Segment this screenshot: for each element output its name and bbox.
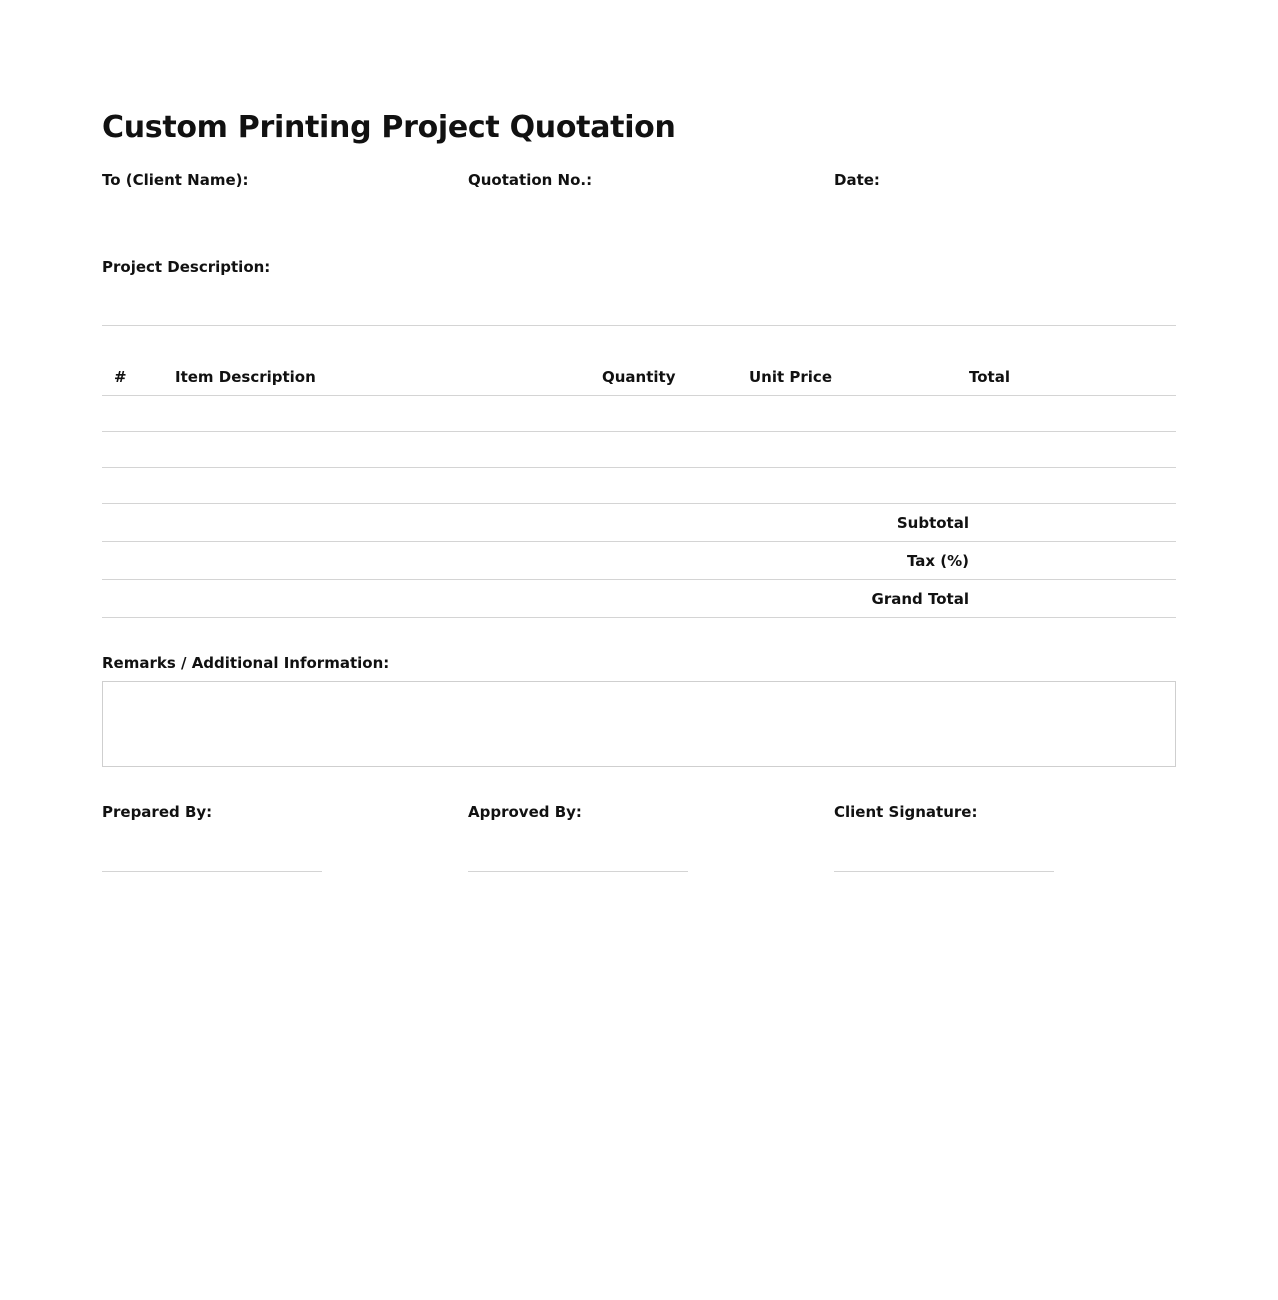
total-cell[interactable]	[969, 396, 1176, 432]
quotation-number-label: Quotation No.:	[468, 171, 593, 189]
client-signature-line[interactable]	[834, 871, 1054, 872]
grand-total-value-cell[interactable]	[969, 580, 1176, 618]
table-header-row	[102, 358, 1176, 396]
unit-price-cell[interactable]	[749, 432, 969, 468]
prepared-by-label: Prepared By:	[102, 803, 213, 821]
subtotal-label: Subtotal	[102, 504, 969, 542]
quantity-cell[interactable]	[602, 468, 749, 504]
tax-label: Tax (%)	[102, 542, 969, 580]
approved-by-signature-line[interactable]	[468, 871, 688, 872]
column-header-unit-price: Unit Price	[749, 358, 969, 396]
total-cell[interactable]	[969, 468, 1176, 504]
row-number-cell[interactable]	[102, 468, 175, 504]
client-name-label: To (Client Name):	[102, 171, 249, 189]
project-description-line[interactable]	[102, 325, 1176, 326]
table-row	[102, 432, 1176, 468]
approved-by-label: Approved By:	[468, 803, 582, 821]
item-description-cell[interactable]	[175, 396, 602, 432]
remarks-textarea[interactable]	[102, 681, 1176, 767]
date-label: Date:	[834, 171, 880, 189]
client-signature-label: Client Signature:	[834, 803, 978, 821]
document-title: Custom Printing Project Quotation	[102, 110, 676, 145]
table-row	[102, 468, 1176, 504]
column-header-total: Total	[969, 358, 1176, 396]
subtotal-value-cell[interactable]	[969, 504, 1176, 542]
item-description-cell[interactable]	[175, 432, 602, 468]
subtotal-row	[102, 504, 1176, 542]
meta-row	[102, 170, 1176, 190]
prepared-by-block	[102, 802, 322, 822]
grand-total-label: Grand Total	[102, 580, 969, 618]
signature-row	[102, 802, 1176, 874]
unit-price-cell[interactable]	[749, 396, 969, 432]
column-header-number: #	[102, 358, 175, 396]
quantity-cell[interactable]	[602, 396, 749, 432]
unit-price-cell[interactable]	[749, 468, 969, 504]
quantity-cell[interactable]	[602, 432, 749, 468]
remarks-label: Remarks / Additional Information:	[102, 654, 390, 672]
approved-by-block	[468, 802, 688, 822]
client-signature-block	[834, 802, 1054, 822]
tax-row	[102, 542, 1176, 580]
column-header-item-description: Item Description	[175, 358, 602, 396]
item-description-cell[interactable]	[175, 468, 602, 504]
row-number-cell[interactable]	[102, 396, 175, 432]
tax-value-cell[interactable]	[969, 542, 1176, 580]
column-header-quantity: Quantity	[602, 358, 749, 396]
total-cell[interactable]	[969, 432, 1176, 468]
row-number-cell[interactable]	[102, 432, 175, 468]
items-table	[102, 358, 1176, 618]
project-description-label: Project Description:	[102, 258, 271, 276]
table-row	[102, 396, 1176, 432]
prepared-by-signature-line[interactable]	[102, 871, 322, 872]
grand-total-row	[102, 580, 1176, 618]
